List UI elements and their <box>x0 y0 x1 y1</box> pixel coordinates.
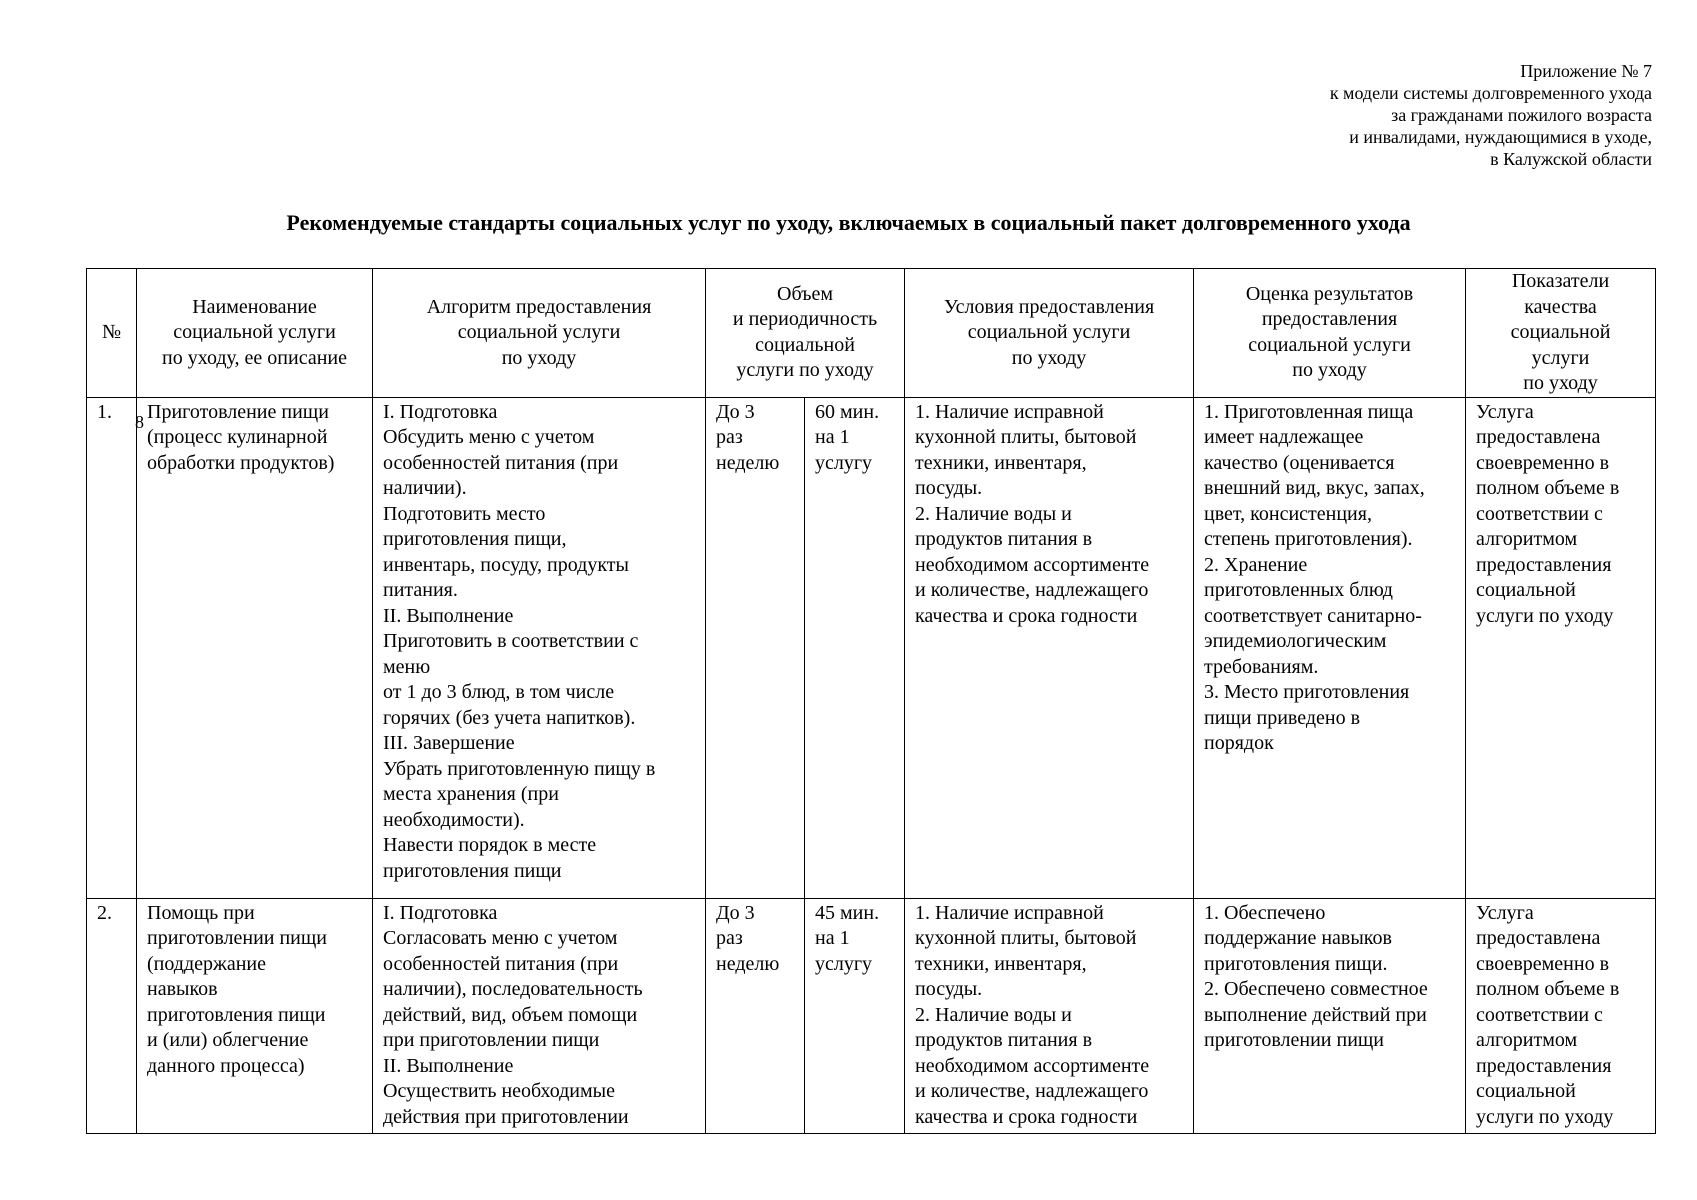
text-line: раз <box>716 927 743 949</box>
text-line: предоставления <box>1476 1054 1612 1077</box>
text-line: 45 мин. <box>815 901 880 924</box>
text-line: Помощь при <box>147 901 255 924</box>
annex-line: за гражданами пожилого возраста <box>1391 105 1652 125</box>
text-line: алгоритмом <box>1476 1029 1578 1051</box>
cell-service-name <box>137 898 373 1133</box>
header-conditions <box>905 269 1194 398</box>
text-line: 2. Наличие воды и <box>915 502 1072 525</box>
text-line: приготовления пищи <box>147 1003 326 1026</box>
text-line: своевременно в <box>1476 952 1610 975</box>
text-line: необходимости). <box>383 808 525 831</box>
text-line: действия при приготовлении <box>383 1105 629 1128</box>
document-title: Рекомендуемые стандарты социальных услуг по уходу, включаемых в социальный пакет долговременного ухода <box>286 210 1411 235</box>
text-line: Объем <box>777 282 833 305</box>
text-line: предоставлена <box>1476 927 1601 949</box>
text-line: Показатели <box>1511 270 1610 292</box>
annex-line: к модели системы долговременного ухода <box>1329 83 1652 103</box>
text-line: требованиям. <box>1204 655 1319 678</box>
header-num: № <box>87 269 137 398</box>
text-line: II. Выполнение <box>383 1054 514 1077</box>
text-line: качества <box>1524 295 1597 318</box>
text-line: услугу <box>815 451 873 474</box>
header-evaluation <box>1194 269 1466 398</box>
text-line: эпидемиологическим <box>1204 630 1387 652</box>
text-line: инвентарь, посуду, продукты <box>383 553 629 576</box>
text-line: выполнение действий при <box>1204 1003 1427 1026</box>
text-line: Условия предоставления <box>943 295 1155 318</box>
text-line: и количестве, надлежащего <box>915 579 1149 601</box>
text-line: при приготовлении пищи <box>383 1029 600 1051</box>
text-line: социальной услуги <box>457 321 621 343</box>
text-line: приготовления пищи, <box>383 528 567 550</box>
annex-line: в Калужской области <box>1490 149 1652 169</box>
text-line: соответствии с <box>1476 502 1603 525</box>
text-line: социальной <box>1476 1080 1576 1102</box>
text-line: степень приготовления). <box>1204 528 1413 550</box>
text-line: техники, инвентаря, <box>915 952 1087 975</box>
text-line: Обсудить меню с учетом <box>383 426 595 448</box>
cell-algorithm <box>373 898 706 1133</box>
text-line: приготовлении пищи <box>147 927 327 949</box>
text-line: 1. Приготовленная пища <box>1204 400 1414 423</box>
text-line: полном объеме в <box>1476 978 1620 1000</box>
row-number: 2. <box>97 901 112 924</box>
text-line: 60 мин. <box>815 400 880 423</box>
text-line: пищи приведено в <box>1204 706 1361 729</box>
text-line: Услуга <box>1476 901 1534 924</box>
text-line: от 1 до 3 блюд, в том числе <box>383 681 615 703</box>
text-line: по уходу, ее описание <box>162 346 347 369</box>
text-line: приготовления пищи. <box>1204 952 1388 975</box>
text-line: на 1 <box>815 426 850 448</box>
text-line: по уходу <box>1523 372 1598 394</box>
text-line: и периодичность <box>732 308 878 331</box>
text-line: неделю <box>716 451 780 474</box>
text-line: раз <box>716 426 743 448</box>
text-line: данного процесса) <box>147 1054 305 1077</box>
table-row <box>87 397 1656 898</box>
header-name <box>137 269 373 398</box>
cell-number <box>87 397 144 898</box>
text-line: Осуществить необходимые <box>383 1080 615 1102</box>
text-line: качества и срока годности <box>915 604 1138 627</box>
text-line: 1. Наличие исправной <box>915 901 1104 924</box>
text-line: действий, вид, объем помощи <box>383 1003 638 1026</box>
header-quality <box>1466 269 1656 398</box>
text-line: наличии), последовательность <box>383 978 643 1000</box>
text-line: До 3 <box>716 400 755 423</box>
cell-evaluation <box>1194 397 1466 898</box>
text-line: социальной услуги <box>1248 333 1411 356</box>
text-line: (поддержание <box>147 952 266 975</box>
text-line: Приготовление пищи <box>147 400 329 423</box>
text-line: и (или) облегчение <box>147 1029 309 1051</box>
text-line: необходимом ассортименте <box>915 1054 1150 1077</box>
text-line: техники, инвентаря, <box>915 451 1087 474</box>
text-line: социальной услуги <box>173 321 336 343</box>
text-line: предоставления <box>1261 308 1398 331</box>
text-line: и количестве, надлежащего <box>915 1080 1149 1102</box>
text-line: 2. Наличие воды и <box>915 1003 1072 1026</box>
text-line: качества и срока годности <box>915 1105 1138 1128</box>
text-line: 2. Обеспечено совместное <box>1204 978 1428 1000</box>
text-line: алгоритмом <box>1476 528 1578 550</box>
text-line: кухонной плиты, бытовой <box>915 426 1137 448</box>
text-line: по уходу <box>1292 359 1367 382</box>
text-line: продуктов питания в <box>915 528 1093 550</box>
text-line: по уходу <box>501 346 577 369</box>
text-line: услуги по уходу <box>1476 1105 1614 1128</box>
text-line: услуги по уходу <box>1476 604 1614 627</box>
text-line: соответствует санитарно- <box>1204 604 1422 627</box>
text-line: услуги <box>1531 346 1590 369</box>
text-line: порядок <box>1204 732 1274 754</box>
text-line: I. Подготовка <box>383 901 498 924</box>
cell-service-name <box>137 397 373 898</box>
annex-header <box>1330 60 1652 170</box>
text-line: посуды. <box>915 477 983 499</box>
text-line: 3. Место приготовления <box>1204 681 1410 703</box>
text-line: неделю <box>716 952 780 975</box>
text-line: обработки продуктов) <box>147 451 335 474</box>
text-line: услуги по уходу <box>736 359 874 382</box>
text-line: наличии). <box>383 477 467 499</box>
text-line: предоставлена <box>1476 426 1601 448</box>
text-line: полном объеме в <box>1476 477 1620 499</box>
text-line: питания. <box>383 579 458 601</box>
text-line: внешний вид, вкус, запах, <box>1204 477 1425 499</box>
cell-quality <box>1466 898 1656 1133</box>
text-line: социальной <box>755 333 855 356</box>
cell-conditions <box>905 397 1194 898</box>
text-line: III. Завершение <box>383 732 515 754</box>
text-line: особенностей питания (при <box>383 451 619 474</box>
text-line: цвет, консистенция, <box>1204 502 1372 525</box>
text-line: навыков <box>147 978 218 1000</box>
text-line: имеет надлежащее <box>1204 426 1364 448</box>
text-line: До 3 <box>716 901 755 924</box>
standards-table <box>86 268 1656 1134</box>
text-line: соответствии с <box>1476 1003 1603 1026</box>
text-line: места хранения (при <box>383 783 559 805</box>
text-line: социальной <box>1510 321 1611 343</box>
text-line: Согласовать меню с учетом <box>383 927 618 949</box>
text-line: особенностей питания (при <box>383 952 619 975</box>
text-line: Приготовить в соответствии с <box>383 630 639 652</box>
text-line: 1. Наличие исправной <box>915 400 1104 423</box>
text-line: кухонной плиты, бытовой <box>915 927 1137 949</box>
text-line: меню <box>383 655 431 678</box>
text-line: поддержание навыков <box>1204 927 1392 949</box>
text-line: Оценка результатов <box>1245 282 1414 305</box>
text-line: 1. Обеспечено <box>1204 901 1326 924</box>
text-line: социальной <box>1476 579 1576 601</box>
header-volume <box>706 269 905 398</box>
text-line: (процесс кулинарной <box>147 426 328 448</box>
cell-evaluation <box>1194 898 1466 1133</box>
cell-algorithm <box>373 397 706 898</box>
annex-line: Приложение № 7 <box>1520 61 1652 81</box>
cell-number <box>87 898 137 1133</box>
text-line: услугу <box>815 952 873 975</box>
text-line: горячих (без учета напитков). <box>383 706 636 729</box>
text-line: II. Выполнение <box>383 604 514 627</box>
text-line: приготовленных блюд <box>1204 579 1393 601</box>
cell-conditions <box>905 898 1194 1133</box>
text-line: продуктов питания в <box>915 1029 1093 1051</box>
stray-mark: 8 <box>135 411 144 432</box>
text-line: своевременно в <box>1476 451 1610 474</box>
cell-duration <box>805 898 905 1133</box>
text-line: Услуга <box>1476 400 1534 423</box>
cell-frequency <box>706 898 805 1133</box>
text-line: 2. Хранение <box>1204 553 1308 576</box>
text-line: Наименование <box>192 295 317 318</box>
text-line: качество (оценивается <box>1204 451 1395 474</box>
cell-quality <box>1466 397 1656 898</box>
text-line: по уходу <box>1011 346 1087 369</box>
header-algorithm <box>373 269 706 398</box>
cell-duration <box>805 397 905 898</box>
table-row <box>87 898 1656 1133</box>
cell-frequency <box>706 397 805 898</box>
row-number: 1. <box>97 400 112 423</box>
text-line: социальной услуги <box>967 321 1131 343</box>
text-line: I. Подготовка <box>383 400 498 423</box>
text-line: необходимом ассортименте <box>915 553 1150 576</box>
annex-line: и инвалидами, нуждающимися в уходе, <box>1349 127 1652 147</box>
text-line: на 1 <box>815 927 850 949</box>
text-line: Подготовить место <box>383 502 546 525</box>
text-line: Алгоритм предоставления <box>426 295 652 318</box>
text-line: приготовления пищи <box>383 859 562 882</box>
text-line: посуды. <box>915 978 983 1000</box>
text-line: Убрать приготовленную пищу в <box>383 757 656 780</box>
text-line: Навести порядок в месте <box>383 834 597 856</box>
text-line: предоставления <box>1476 553 1612 576</box>
table-header-row <box>87 269 1656 398</box>
text-line: приготовлении пищи <box>1204 1029 1384 1051</box>
